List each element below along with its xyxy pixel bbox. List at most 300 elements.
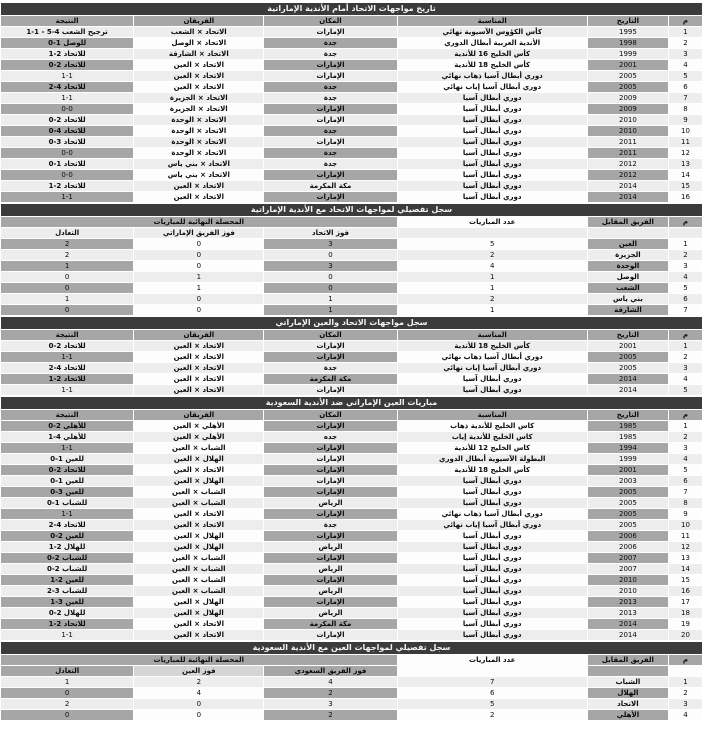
cell: الرياض <box>264 586 396 596</box>
cell: 17 <box>669 597 702 607</box>
cell: للاتحاد 2-1 <box>1 49 133 59</box>
cell: للعين 1-0 <box>1 454 133 464</box>
table-row <box>1 454 702 464</box>
column-header: عدد المباريات <box>398 217 587 227</box>
cell: للهلال 2-1 <box>1 542 133 552</box>
cell: 5 <box>669 385 702 395</box>
column-header: التاريخ <box>588 330 668 340</box>
cell: مكة المكرمة <box>264 619 396 629</box>
cell: دوري أبطال آسيا <box>398 126 587 136</box>
cell: الهلال × العين <box>134 608 263 618</box>
table-row <box>1 159 702 169</box>
header-row <box>1 217 702 227</box>
cell: الاتحاد × العين <box>134 82 263 92</box>
section-ittihad-uae-summary <box>0 204 703 316</box>
cell: الإمارات <box>264 630 396 640</box>
cell: الاتحاد × العين <box>134 341 263 351</box>
cell: الإمارات <box>264 137 396 147</box>
table-row <box>1 352 702 362</box>
table-row <box>1 104 702 114</box>
cell: 6 <box>669 476 702 486</box>
cell: الهلال × العين <box>134 542 263 552</box>
cell: الإمارات <box>264 341 396 351</box>
table-row <box>1 553 702 563</box>
table-row <box>1 261 702 271</box>
cell: دوري أبطال آسيا <box>398 181 587 191</box>
header-row <box>1 16 702 26</box>
cell: الوحدة <box>588 261 668 271</box>
cell: الإمارات <box>264 487 396 497</box>
cell: الأهلي × العين <box>134 421 263 431</box>
cell: للاتحاد 4-2 <box>1 363 133 373</box>
cell: 11 <box>669 531 702 541</box>
cell: للعين 2-1 <box>1 575 133 585</box>
cell: 1 <box>669 677 702 687</box>
cell: 0 <box>264 250 396 260</box>
cell: 1 <box>1 261 133 271</box>
header-row <box>1 655 702 665</box>
table-row <box>1 432 702 442</box>
cell: الشباب × العين <box>134 487 263 497</box>
cell: 13 <box>669 159 702 169</box>
cell: الإمارات <box>264 352 396 362</box>
cell: 2014 <box>588 619 668 629</box>
cell: الاتحاد × العين <box>134 352 263 362</box>
cell: 0 <box>134 710 263 720</box>
cell: دوري أبطال آسيا <box>398 170 587 180</box>
cell: الإمارات <box>264 575 396 585</box>
cell: للاتحاد 4-2 <box>1 82 133 92</box>
cell: 1995 <box>588 27 668 37</box>
cell: 2007 <box>588 553 668 563</box>
cell: 2003 <box>588 476 668 486</box>
table-row <box>1 421 702 431</box>
cell: 1-1 <box>1 443 133 453</box>
cell: الرياض <box>264 608 396 618</box>
cell: 0 <box>264 283 396 293</box>
column-header: عدد المباريات <box>398 655 587 665</box>
cell: الوصل <box>588 272 668 282</box>
table-row <box>1 363 702 373</box>
table-row <box>1 272 702 282</box>
cell: دوري أبطال آسيا <box>398 93 587 103</box>
cell: جدة <box>264 363 396 373</box>
cell: 3 <box>669 363 702 373</box>
column-header: النتيجة <box>1 330 133 340</box>
cell: الإمارات <box>264 597 396 607</box>
cell: الإمارات <box>264 170 396 180</box>
cell: 5 <box>669 283 702 293</box>
cell: 2001 <box>588 465 668 475</box>
cell: الشباب × العين <box>134 443 263 453</box>
cell: 0 <box>134 250 263 260</box>
cell: الهلال × العين <box>134 597 263 607</box>
cell: 3 <box>669 699 702 709</box>
cell: 0 <box>1 688 133 698</box>
cell: 7 <box>398 677 587 687</box>
column-header: التاريخ <box>588 410 668 420</box>
cell: الشعب <box>588 283 668 293</box>
cell: الشباب × العين <box>134 553 263 563</box>
column-header: م <box>669 410 702 420</box>
cell: 1-1 <box>1 93 133 103</box>
column-header: المناسبة <box>398 410 587 420</box>
cell: 0 <box>134 294 263 304</box>
cell: الاتحاد × العين <box>134 465 263 475</box>
cell: دوري أبطال آسيا إياب نهائي <box>398 520 587 530</box>
cell: 18 <box>669 608 702 618</box>
table-row <box>1 443 702 453</box>
cell: الإمارات <box>264 465 396 475</box>
cell: جدة <box>264 38 396 48</box>
cell: 6 <box>669 82 702 92</box>
cell: 1 <box>264 305 396 315</box>
cell: 2009 <box>588 104 668 114</box>
cell: 2 <box>669 38 702 48</box>
cell: دوري أبطال آسيا <box>398 553 587 563</box>
cell: 2 <box>1 250 133 260</box>
cell: كأس الخليج 18 للأندية <box>398 60 587 70</box>
cell: 9 <box>669 509 702 519</box>
section-alain-saudi-summary <box>0 642 703 721</box>
cell: الاتحاد × الشعب <box>134 27 263 37</box>
cell: 2 <box>669 432 702 442</box>
cell: الاتحاد × الوحدة <box>134 126 263 136</box>
table-row <box>1 294 702 304</box>
table-row <box>1 49 702 59</box>
cell: الإمارات <box>264 104 396 114</box>
cell: دوري أبطال آسيا <box>398 374 587 384</box>
cell: البطولة الآسيوية أبطال الدوري <box>398 454 587 464</box>
column-header: م <box>669 655 702 665</box>
cell: الاتحاد × العين <box>134 509 263 519</box>
cell: 6 <box>398 688 587 698</box>
cell: الإمارات <box>264 553 396 563</box>
table-row <box>1 137 702 147</box>
cell: 0 <box>134 699 263 709</box>
cell: دوري أبطال آسيا <box>398 476 587 486</box>
cell: 0 <box>1 283 133 293</box>
cell: 0 <box>1 710 133 720</box>
cell: دوري أبطال آسيا <box>398 597 587 607</box>
cell: العين <box>588 239 668 249</box>
ittihad-uae-summary-table <box>0 216 703 316</box>
spacer-cell <box>588 228 668 238</box>
cell: 2 <box>669 250 702 260</box>
cell: 5 <box>398 239 587 249</box>
column-header: الفريق المقابل <box>588 217 668 227</box>
table-row <box>1 170 702 180</box>
cell: 16 <box>669 586 702 596</box>
sub-column-header: التعادل <box>1 228 133 238</box>
cell: للوصل 1-0 <box>1 38 133 48</box>
cell: 2011 <box>588 148 668 158</box>
cell: الإمارات <box>264 115 396 125</box>
cell: الشباب <box>588 677 668 687</box>
cell: 12 <box>669 148 702 158</box>
table-row <box>1 564 702 574</box>
cell: دوري أبطال آسيا <box>398 542 587 552</box>
cell: 2005 <box>588 520 668 530</box>
section-title: سجل مواجهات الاتحاد والعين الإماراتي <box>1 317 702 329</box>
cell: الإمارات <box>264 60 396 70</box>
cell: 0 <box>134 239 263 249</box>
cell: الشارقة <box>588 305 668 315</box>
cell: للاتحاد 1-0 <box>1 159 133 169</box>
cell: ترجيح الشعب 4-5 - 1-1 <box>1 27 133 37</box>
spacer-cell <box>588 666 668 676</box>
cell: 16 <box>669 192 702 202</box>
cell: 14 <box>669 170 702 180</box>
table-row <box>1 487 702 497</box>
cell: الاتحاد × الوحدة <box>134 115 263 125</box>
cell: كاس الخليج للأندية إياب <box>398 432 587 442</box>
cell: 2014 <box>588 385 668 395</box>
cell: 3 <box>264 699 396 709</box>
cell: 2009 <box>588 93 668 103</box>
table-row <box>1 82 702 92</box>
column-header: المكان <box>264 410 396 420</box>
column-header: م <box>669 330 702 340</box>
cell: دوري أبطال آسيا <box>398 630 587 640</box>
subheader-row <box>1 666 702 676</box>
cell: دوري أبطال آسيا <box>398 137 587 147</box>
cell: دوري أبطال آسيا <box>398 531 587 541</box>
cell: 4 <box>264 677 396 687</box>
cell: للاتحاد 2-1 <box>1 619 133 629</box>
cell: الاتحاد × العين <box>134 60 263 70</box>
cell: الإمارات <box>264 476 396 486</box>
cell: 2001 <box>588 341 668 351</box>
cell: 2011 <box>588 137 668 147</box>
cell: 1-1 <box>1 509 133 519</box>
cell: كاس الخليج للأندية ذهاب <box>398 421 587 431</box>
cell: 1 <box>398 272 587 282</box>
table-row <box>1 305 702 315</box>
section-title: سجل تفصيلي لمواجهات الاتحاد مع الأندية الإماراتية <box>1 204 702 216</box>
sub-column-header: التعادل <box>1 666 133 676</box>
cell: الاتحاد × العين <box>134 71 263 81</box>
cell: للعين 2-0 <box>1 531 133 541</box>
cell: 15 <box>669 575 702 585</box>
table-row <box>1 677 702 687</box>
cell: 2013 <box>588 597 668 607</box>
cell: دوري أبطال آسيا إياب نهائي <box>398 82 587 92</box>
cell: 2012 <box>588 170 668 180</box>
cell: للاتحاد 2-1 <box>1 374 133 384</box>
cell: 10 <box>669 520 702 530</box>
cell: 1 <box>1 294 133 304</box>
cell: الاتحاد <box>588 699 668 709</box>
cell: 1998 <box>588 38 668 48</box>
cell: 1 <box>669 239 702 249</box>
cell: دوري أبطال آسيا إياب نهائي <box>398 363 587 373</box>
cell: الإمارات <box>264 71 396 81</box>
column-header: المحصلة النهائية للمباريات <box>1 655 397 665</box>
cell: 20 <box>669 630 702 640</box>
column-header: الفريقان <box>134 330 263 340</box>
cell: جدة <box>264 49 396 59</box>
section-title: تاريخ مواجهات الاتحاد أمام الأندية الإماراتية <box>1 3 702 15</box>
table-row <box>1 509 702 519</box>
cell: الاتحاد × بني ياس <box>134 159 263 169</box>
cell: 4 <box>669 60 702 70</box>
cell: للعين 1-0 <box>1 476 133 486</box>
cell: للعين 3-0 <box>1 487 133 497</box>
cell: 2014 <box>588 630 668 640</box>
cell: 1-1 <box>1 71 133 81</box>
cell: دوري أبطال آسيا <box>398 564 587 574</box>
cell: للأهلي 2-0 <box>1 421 133 431</box>
table-row <box>1 93 702 103</box>
cell: 2005 <box>588 71 668 81</box>
alain-saudi-summary-table <box>0 654 703 721</box>
table-row <box>1 619 702 629</box>
cell: جده <box>264 432 396 442</box>
cell: الإمارات <box>264 385 396 395</box>
cell: للشباب 1-0 <box>1 498 133 508</box>
table-row <box>1 148 702 158</box>
sub-column-header: فوز العين <box>134 666 263 676</box>
cell: للاتحاد 4-2 <box>1 520 133 530</box>
cell: 1-1 <box>1 352 133 362</box>
spacer-cell <box>398 666 587 676</box>
cell: للاتحاد 3-0 <box>1 137 133 147</box>
cell: الاتحاد × العين <box>134 630 263 640</box>
cell: جدة <box>264 82 396 92</box>
cell: 0-0 <box>1 104 133 114</box>
cell: الاتحاد × الوحدة <box>134 148 263 158</box>
cell: 2014 <box>588 192 668 202</box>
cell: الاتحاد × الشارقة <box>134 49 263 59</box>
cell: 8 <box>669 104 702 114</box>
table-row <box>1 465 702 475</box>
column-header: التاريخ <box>588 16 668 26</box>
cell: للشباب 2-0 <box>1 564 133 574</box>
cell: 2005 <box>588 352 668 362</box>
table-row <box>1 283 702 293</box>
cell: 2010 <box>588 586 668 596</box>
cell: 2 <box>1 699 133 709</box>
cell: 13 <box>669 553 702 563</box>
cell: 2005 <box>588 363 668 373</box>
column-header: المناسبة <box>398 16 587 26</box>
column-header: النتيجة <box>1 410 133 420</box>
cell: الأهلي <box>588 710 668 720</box>
cell: 1 <box>398 283 587 293</box>
cell: 2 <box>398 710 587 720</box>
cell: الهلال × العين <box>134 454 263 464</box>
column-header: م <box>669 16 702 26</box>
cell: للشباب 3-2 <box>1 586 133 596</box>
cell: الاتحاد × بني ياس <box>134 170 263 180</box>
ittihad-uae-history-table <box>0 15 703 203</box>
cell: 1985 <box>588 432 668 442</box>
cell: جدة <box>264 148 396 158</box>
cell: 0 <box>1 305 133 315</box>
cell: الهلال × العين <box>134 531 263 541</box>
cell: 1 <box>134 272 263 282</box>
cell: 5 <box>669 465 702 475</box>
cell: الإمارات <box>264 454 396 464</box>
table-row <box>1 250 702 260</box>
cell: الإمارات <box>264 509 396 519</box>
cell: 0 <box>1 272 133 282</box>
cell: 7 <box>669 305 702 315</box>
header-row <box>1 330 702 340</box>
table-row <box>1 71 702 81</box>
table-row <box>1 597 702 607</box>
cell: دوري أبطال آسيا <box>398 619 587 629</box>
cell: 2012 <box>588 159 668 169</box>
cell: 2014 <box>588 181 668 191</box>
cell: 1999 <box>588 454 668 464</box>
cell: للاتحاد 2-1 <box>1 181 133 191</box>
cell: الاتحاد × الوصل <box>134 38 263 48</box>
cell: 1 <box>669 421 702 431</box>
cell: كاس الخليج 12 للأندية <box>398 443 587 453</box>
cell: دوري أبطال آسيا <box>398 115 587 125</box>
cell: دوري أبطال آسيا <box>398 608 587 618</box>
cell: بني ياس <box>588 294 668 304</box>
cell: 2 <box>264 688 396 698</box>
section-title: مباريات العين الإماراتي ضد الأندية السعودية <box>1 397 702 409</box>
table-row <box>1 498 702 508</box>
cell: 1985 <box>588 421 668 431</box>
cell: 1 <box>134 283 263 293</box>
cell: 4 <box>669 272 702 282</box>
cell: 2006 <box>588 542 668 552</box>
cell: الهلال × العين <box>134 476 263 486</box>
cell: 1 <box>669 27 702 37</box>
cell: 9 <box>669 115 702 125</box>
cell: 4 <box>669 454 702 464</box>
cell: الشباب × العين <box>134 498 263 508</box>
ittihad-alain-record-table <box>0 329 703 396</box>
cell: الاتحاد × العين <box>134 363 263 373</box>
table-row <box>1 586 702 596</box>
cell: الاتحاد × الجزيرة <box>134 93 263 103</box>
cell: الاتحاد × العين <box>134 520 263 530</box>
table-row <box>1 531 702 541</box>
sub-column-header: فوز الفريق الإماراتي <box>134 228 263 238</box>
cell: 1-1 <box>1 630 133 640</box>
cell: للشباب 2-0 <box>1 553 133 563</box>
table-row <box>1 181 702 191</box>
cell: الإمارات <box>264 27 396 37</box>
cell: 11 <box>669 137 702 147</box>
cell: 0 <box>264 272 396 282</box>
cell: 5 <box>398 699 587 709</box>
cell: دوري أبطال آسيا <box>398 192 587 202</box>
cell: الاتحاد × الجزيرة <box>134 104 263 114</box>
cell: الإمارات <box>264 421 396 431</box>
table-row <box>1 476 702 486</box>
cell: 3 <box>264 261 396 271</box>
cell: دوري أبطال آسيا <box>398 104 587 114</box>
table-row <box>1 630 702 640</box>
column-header: المكان <box>264 330 396 340</box>
header-row <box>1 410 702 420</box>
cell: 2 <box>1 239 133 249</box>
cell: 0-0 <box>1 148 133 158</box>
cell: 2 <box>398 294 587 304</box>
table-row <box>1 115 702 125</box>
cell: 5 <box>669 71 702 81</box>
cell: الرياض <box>264 542 396 552</box>
cell: جدة <box>264 93 396 103</box>
cell: 2014 <box>588 374 668 384</box>
